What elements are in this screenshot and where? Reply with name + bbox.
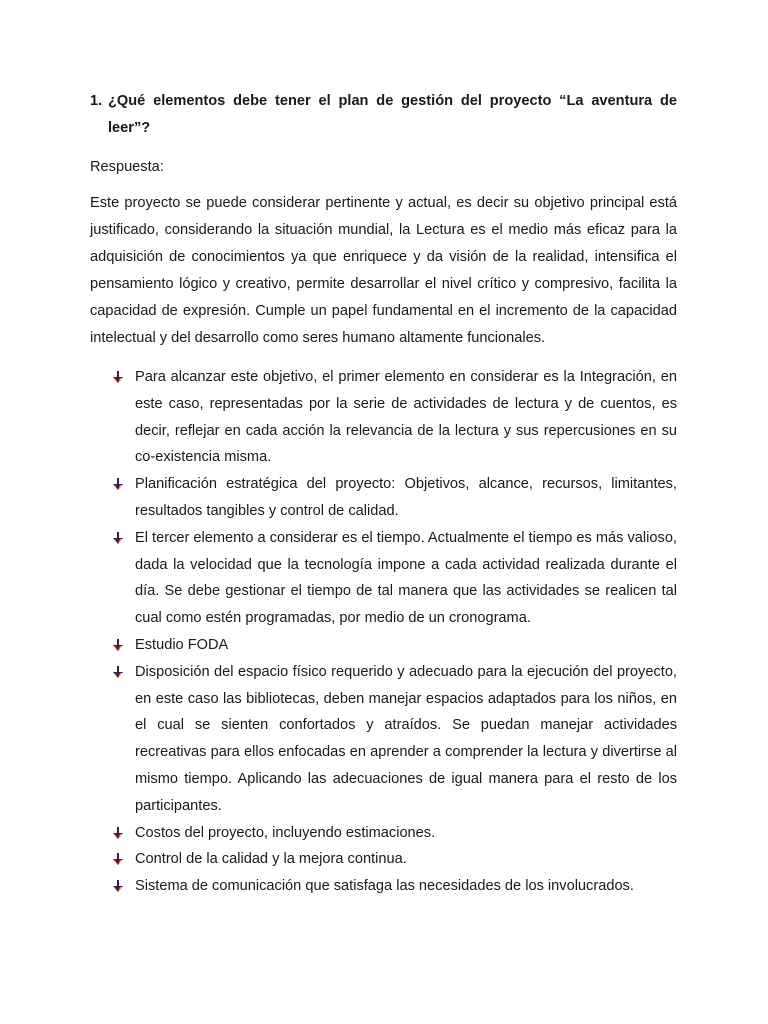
arrow-bullet-icon [112, 478, 124, 491]
arrow-bullet-icon [112, 532, 124, 545]
question-number: 1. [90, 93, 103, 109]
bullet-item [90, 659, 677, 820]
bullet-item [90, 820, 677, 847]
bullet-text: Sistema de comunicación que satisfaga las necesidades de los involucrados. [135, 878, 634, 895]
arrow-bullet-icon [112, 827, 124, 840]
arrow-bullet-icon [112, 880, 124, 893]
answer-label: Respuesta: [90, 159, 164, 175]
arrow-bullet-icon [112, 371, 124, 384]
bullet-text: Disposición del espacio físico requerido y adecuado para la ejecución del proyecto, en este caso las bibliotecas, deben manejar espacios adaptados para los niños, en el cual se sienten confortados y atraídos. Se puedan manejar actividades recreativas para ellos enfocadas en aprender a comprender la lectura y divertirse al mismo tiempo. Aplicando las adecuaciones de igual manera para el resto de los participantes. [135, 663, 677, 814]
bullet-item [90, 846, 677, 873]
arrow-bullet-icon [112, 666, 124, 679]
bullet-item [90, 525, 677, 632]
bullet-text: Planificación estratégica del proyecto: Objetivos, alcance, recursos, limitantes, resultados tangibles y control de calidad. [135, 476, 677, 519]
arrow-bullet-icon [112, 639, 124, 652]
bullet-text: Control de la calidad y la mejora continua. [135, 851, 407, 868]
bullet-item [90, 873, 677, 900]
intro-paragraph: Este proyecto se puede considerar pertinente y actual, es decir su objetivo principal está justificado, considerando la situación mundial, la Lectura es el medio más eficaz para la adquisición de conocimientos ya que enriquece y da visión de la realidad, intensifica el pensamiento lógico y creativo, permite desarrollar el nivel crítico y compresivo, facilita la capacidad de expresión. Cumple un papel fundamental en el incremento de la capacidad intelectual y del desarrollo como seres humano altamente funcionales. [90, 195, 677, 346]
question-text: ¿Qué elementos debe tener el plan de gestión del proyecto “La aventura de leer”? [108, 93, 677, 136]
bullet-item [90, 471, 677, 525]
bullet-list [90, 364, 677, 900]
bullet-item [90, 364, 677, 471]
bullet-text: Para alcanzar este objetivo, el primer elemento en considerar es la Integración, en este caso, representadas por la serie de actividades de lectura y de cuentos, es decir, reflejar en cada acción la relevancia de la lectura y sus repercusiones en su co-existencia misma. [135, 369, 677, 466]
bullet-text: El tercer elemento a considerar es el tiempo. Actualmente el tiempo es más valioso, dada la velocidad que la tecnología impone a cada actividad realizada durante el día. Se debe gestionar el tiempo de tal manera que las actividades se realicen tal cual como estén programadas, por medio de un cronograma. [135, 529, 677, 627]
bullet-item [90, 632, 677, 659]
arrow-bullet-icon [112, 853, 124, 866]
bullet-text: Estudio FODA [135, 636, 229, 653]
bullet-text: Costos del proyecto, incluyendo estimaciones. [135, 824, 436, 841]
document-page [90, 88, 677, 900]
question-heading [90, 88, 677, 142]
